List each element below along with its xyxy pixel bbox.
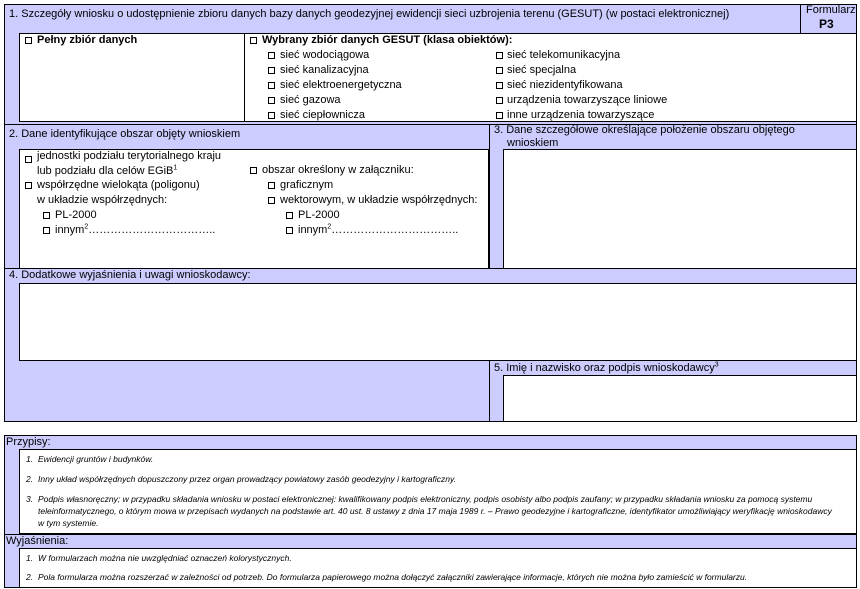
form-label: Formularz	[806, 4, 856, 16]
class-label: sieć wodociągowa	[280, 49, 370, 61]
class-label: sieć gazowa	[280, 94, 341, 106]
attachment-area-label: obszar określony w załączniku:	[262, 164, 414, 176]
polygon-coords-checkbox[interactable]	[25, 182, 32, 189]
other-vector-checkbox[interactable]	[286, 227, 293, 234]
class-label: sieć kanalizacyjna	[280, 64, 369, 76]
footnote-number: 1.	[26, 454, 34, 464]
explanation-1: W formularzach można nie uwzględniać oznaczeń kolorystycznych.	[38, 553, 292, 563]
footnotes-title: Przypisy:	[6, 436, 51, 448]
footnote-2: Inny układ współrzędnych dopuszczony przez organ prowadzący powiatowy zasób geodezyjny i kartograficzny.	[38, 474, 456, 484]
class-checkbox[interactable]	[268, 112, 275, 119]
class-label: sieć specjalna	[507, 64, 577, 76]
section3-title-2: wnioskiem	[507, 137, 559, 149]
class-checkbox[interactable]	[496, 112, 503, 119]
class-checkbox[interactable]	[496, 67, 503, 74]
class-label: sieć niezidentyfikowana	[507, 79, 623, 91]
polygon-coords-label: współrzędne wielokąta (poligonu)	[37, 179, 200, 191]
explanations-title: Wyjaśnienia:	[6, 535, 69, 547]
other-vector-label: innym$^2$……………………………..	[298, 223, 459, 236]
full-set-label: Pełny zbiór danych	[37, 34, 138, 46]
class-checkbox[interactable]	[268, 67, 275, 74]
territorial-units-label-2: lub podziału dla celów EGiB$^1$	[37, 164, 178, 177]
graphic-checkbox[interactable]	[268, 182, 275, 189]
class-checkbox[interactable]	[268, 97, 275, 104]
section5-divider	[489, 360, 490, 422]
footnote-1: Ewidencji gruntów i budynków.	[38, 454, 154, 464]
class-checkbox[interactable]	[496, 52, 503, 59]
footnote-3-line2: teleinformatycznego, o którym mowa w przepisach wydanych na podstawie art. 40 ust. 8 ustawy z dnia 17 maja 1989 r. – Prawo geodezyjne i kartograficzne, identyfikator umożliwiający weryfikację wnioskodawcy	[38, 506, 832, 516]
territorial-units-checkbox[interactable]	[25, 156, 32, 163]
pl2000-vector-label: PL-2000	[298, 209, 340, 221]
other-system-checkbox[interactable]	[43, 227, 50, 234]
class-checkbox[interactable]	[268, 82, 275, 89]
section-divider	[4, 534, 857, 535]
pl2000-vector-checkbox[interactable]	[286, 212, 293, 219]
class-label: urządzenia towarzyszące liniowe	[507, 94, 668, 106]
class-checkbox[interactable]	[496, 97, 503, 104]
class-label: sieć telekomunikacyjna	[507, 49, 621, 61]
explanation-2: Pola formularza można rozszerzać w zależności od potrzeb. Do formularza papierowego można dołączyć załączniki zawierające informacje, których nie można było zamieścić w formularzu.	[38, 572, 748, 582]
section1-title: 1. Szczegóły wniosku o udostępnienie zbioru danych bazy danych geodezyjnej ewidencji sieci uzbrojenia terenu (GESUT) (w postaci elektronicznej)	[9, 8, 730, 20]
vector-label: wektorowym, w układzie współrzędnych:	[280, 194, 478, 206]
section2-title: 2. Dane identyfikujące obszar objęty wnioskiem	[9, 128, 241, 140]
section2-3-divider	[489, 124, 490, 269]
class-label: sieć elektroenergetyczna	[280, 79, 402, 91]
explanation-number: 2.	[26, 572, 34, 582]
footnote-number: 3.	[26, 494, 34, 504]
explanation-number: 1.	[26, 553, 34, 563]
footnote-3-line1: Podpis własnoręczny; w przypadku składania wniosku w postaci elektronicznej: kwalifikowany podpis elektroniczny, podpis osobisty albo podpis zaufany; w przypadku składania wniosku za pomocą systemu	[38, 494, 813, 504]
signature-field[interactable]	[503, 375, 857, 422]
pl2000-checkbox[interactable]	[43, 212, 50, 219]
vector-checkbox[interactable]	[268, 197, 275, 204]
attachment-area-checkbox[interactable]	[250, 167, 257, 174]
section5-title: 5. Imię i nazwisko oraz podpis wnioskodawcy$^3$	[494, 361, 719, 374]
pl2000-label: PL-2000	[55, 209, 97, 221]
section4-title: 4. Dodatkowe wyjaśnienia i uwagi wnioskodawcy:	[9, 269, 251, 281]
footnote-number: 2.	[26, 474, 34, 484]
form-code: P3	[819, 17, 834, 31]
graphic-label: graficznym	[280, 179, 334, 191]
other-system-label: innym$^2$……………………………..	[55, 223, 216, 236]
coords-system-label: w układzie współrzędnych:	[37, 194, 168, 206]
section1-divider	[244, 33, 245, 122]
selected-set-checkbox[interactable]	[250, 37, 257, 44]
territorial-units-label-1: jednostki podziału terytorialnego kraju	[37, 150, 222, 162]
class-label: inne urządzenia towarzyszące	[507, 109, 655, 121]
footnote-3-line3: w tym systemie.	[38, 518, 99, 528]
selected-set-label: Wybrany zbiór danych GESUT (klasa obiektów):	[262, 34, 513, 46]
class-checkbox[interactable]	[496, 82, 503, 89]
full-set-checkbox[interactable]	[25, 37, 32, 44]
class-label: sieć ciepłownicza	[280, 109, 365, 121]
section3-title-1: 3. Dane szczegółowe określające położenie obszaru objętego	[494, 124, 795, 136]
section3-area-field[interactable]	[503, 149, 857, 269]
section4-remarks-field[interactable]	[19, 283, 857, 361]
class-checkbox[interactable]	[268, 52, 275, 59]
